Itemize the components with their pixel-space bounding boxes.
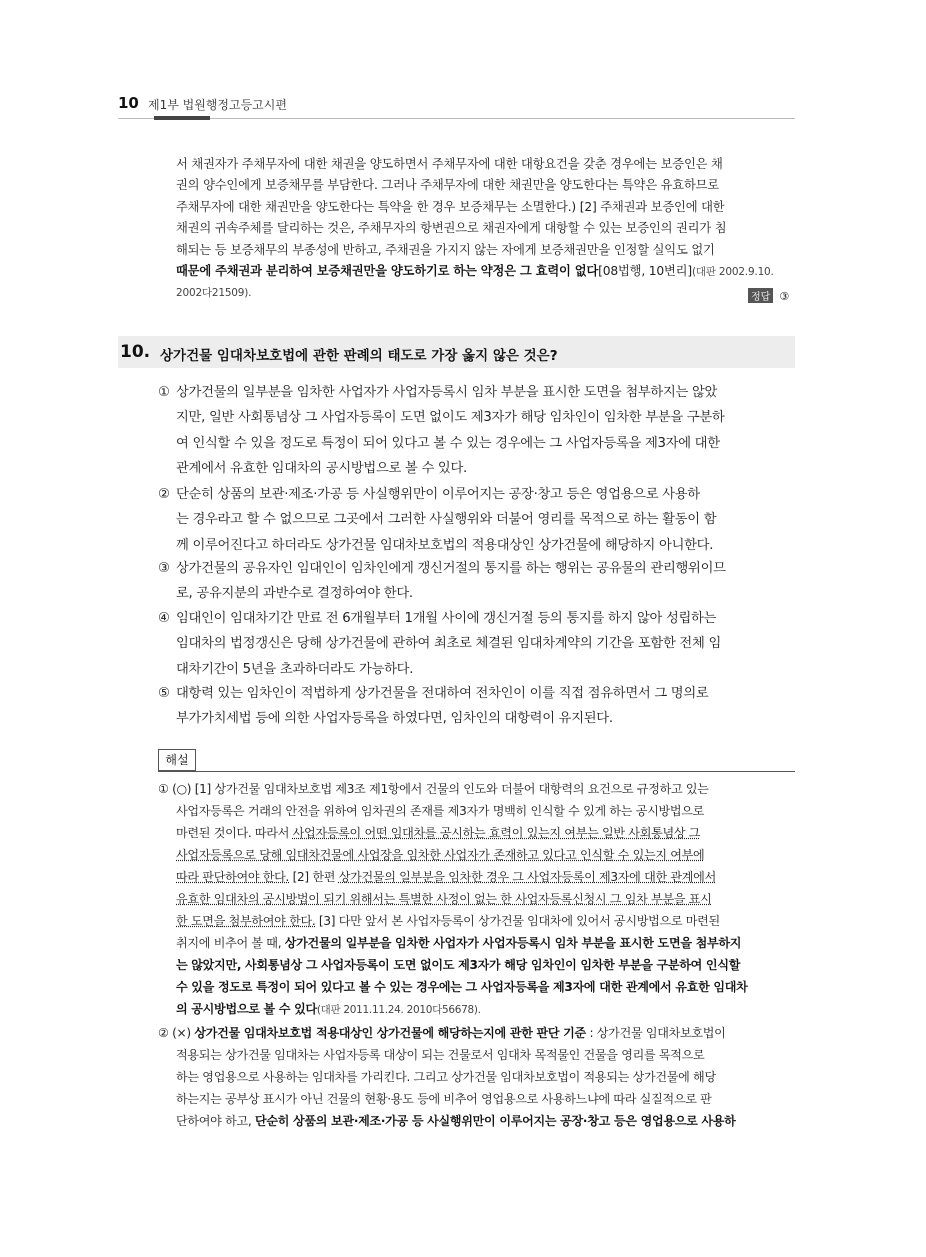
option-label: ⑤	[158, 686, 170, 701]
ex-underlined: 상가건물의 일부분을 임차한 경우 그 사업자등록이 제3자에 대한 관계에서	[338, 870, 716, 884]
question-number: 10.	[120, 342, 151, 362]
ex-bold: 상가건물 임대차보호법 적용대상인 상가건물에 해당하는지에 관한 판단 기준	[194, 1026, 586, 1040]
ex-line: ① (○) [1] 상가건물 임대차보호법 제3조 제1항에서 건물의 인도와 더불어 대항력의 요건으로 규정하고 있는	[158, 782, 709, 796]
ex-text: [3] 다만 앞서 본 사업자등록이 상가건물 임대차에 있어서 공시방법으로 마련된	[315, 914, 720, 928]
ex-text: 단하여야 하고,	[176, 1114, 255, 1128]
header-rule	[118, 118, 795, 119]
explanation-item-1	[158, 778, 798, 1021]
bold-holding: 때문에 주채권과 분리하여 보증채권만을 양도하기로 하는 약정은 그 효력이 없다	[176, 264, 599, 279]
text-line: 서 채권자가 주채무자에 대한 채권을 양도하면서 주채무자에 대한 대항요건을 갖춘 경우에는 보증인은 채	[176, 157, 723, 171]
text-line: 권의 양수인에게 보증채무를 부담한다. 그러나 주채무자에 대한 채권만을 양도한다는 특약은 유효하므로	[176, 178, 719, 193]
option-label: ②	[158, 487, 170, 502]
option-5	[158, 681, 798, 732]
ex-underlined: 사업자등록이 어떤 임대차를 공시하는 효력이 있는지 여부는 일반 사회통념상 그	[292, 826, 701, 840]
ex-line: 하는 영업용으로 사용하는 임대차를 가리킨다. 그리고 상가건물 임대차보호법이 적용되는 상가건물에 해당	[176, 1070, 716, 1084]
ex-line: 하는지는 공부상 표시가 아닌 건물의 현황·용도 등에 비추어 영업용으로 사용하느냐에 따라 실질적으로 판	[176, 1092, 712, 1106]
option-line: 께 이루어진다고 하더라도 상가건물 임대차보호법의 적용대상인 상가건물에 해당하지 아니한다.	[176, 537, 714, 553]
ex-underlined: 사업자등록으로 당해 임대차건물에 사업장을 임차한 사업자가 존재하고 있다고 인식할 수 있는지 여부에	[176, 848, 705, 862]
option-line: 단순히 상품의 보관·제조·가공 등 사실행위만이 이루어지는 공장·창고 등은 영업용으로 사용하	[176, 487, 700, 502]
option-line: 로, 공유지분의 과반수로 결정하여야 한다.	[176, 586, 413, 602]
ex-bold: 상가건물의 일부분을 임차한 사업자가 사업자등록시 임차 부분을 표시한 도면을 첨부하지	[284, 936, 742, 950]
ex-underlined: 유효한 임대차의 공시방법이 되기 위해서는 특별한 사정이 없는 한 사업자등록신청시 그 임차 부분을 표시	[176, 892, 712, 906]
header-title: 제1부 법원행정고등고시편	[148, 98, 287, 112]
page-header	[118, 92, 795, 122]
explanation-item-2	[158, 1022, 798, 1132]
option-line: 는 경우라고 할 수 없으므로 그곳에서 그러한 사실행위와 더불어 영리를 목적으로 하는 활동이 함	[176, 512, 717, 528]
ex-bold: 의 공시방법으로 볼 수 있다	[176, 1002, 317, 1016]
ex-text: ② (×)	[158, 1026, 195, 1040]
header-accent-bar	[154, 116, 210, 120]
ex-text: [2] 한편	[289, 870, 339, 884]
option-line: 상가건물의 공유자인 임대인이 임차인에게 갱신거절의 통지를 하는 행위는 공유물의 관리행위이므	[176, 561, 726, 576]
answer-indicator	[748, 288, 789, 303]
case-citation: (대판 2011.11.24. 2010다56678).	[316, 1004, 481, 1016]
option-line: 부가가치세법 등에 의한 사업자등록을 하였다면, 임차인의 대항력이 유지된다.	[176, 711, 613, 727]
ex-text: 마련된 것이다. 따라서	[176, 826, 293, 840]
case-citation: 2002다21509).	[176, 287, 252, 300]
option-line: 관계에서 유효한 임대차의 공시방법으로 볼 수 있다.	[176, 461, 467, 477]
ex-text: : 상가건물 임대차보호법이	[585, 1026, 726, 1040]
option-label: ①	[158, 385, 170, 400]
text-line: 주채무자에 대한 채권만을 양도한다는 특약을 한 경우 보증채무는 소멸한다.) [2] 주채권과 보증인에 대한	[176, 199, 725, 214]
continuation-paragraph	[176, 154, 793, 305]
page-number: 10	[118, 94, 139, 112]
text-line: 해되는 등 보증채무의 부종성에 반하고, 주채권을 가지지 않는 자에게 보증채권만을 인정할 실익도 없기	[176, 242, 715, 257]
ex-bold: 단순히 상품의 보관·제조·가공 등 사실행위만이 이루어지는 공장·창고 등은 영업용으로 사용하	[254, 1114, 736, 1128]
case-citation: (대판 2002.9.10.	[691, 266, 774, 279]
ex-line: 사업자등록은 거래의 안전을 위하여 임차권의 존재를 제3자가 명백히 인식할 수 있게 하는 공시방법으로	[176, 804, 704, 818]
ex-underlined: 따라 판단하여야 한다.	[176, 870, 290, 884]
option-line: 임대인이 임대차기간 만료 전 6개월부터 1개월 사이에 갱신거절 등의 통지를 하지 않아 성립하는	[176, 611, 717, 626]
question-text: 상가건물 임대차보호법에 관한 판례의 태도로 가장 옳지 않은 것은?	[160, 348, 558, 364]
text-line: 채권의 귀속주체를 달리하는 것은, 주채무자의 항변권으로 채권자에게 대항할 수 있는 보증인의 권리가 침	[176, 221, 727, 236]
option-3	[158, 556, 798, 607]
text-line	[176, 261, 793, 283]
ex-underlined: 한 도면을 첨부하여야 한다.	[176, 914, 316, 928]
option-label: ③	[158, 561, 170, 576]
option-2	[158, 482, 798, 558]
option-line: 상가건물의 일부분을 임차한 사업자가 사업자등록시 임차 부분을 표시한 도면을 첨부하지는 않았	[176, 385, 718, 400]
ex-text: 취지에 비추어 볼 때,	[176, 936, 285, 950]
answer-label: 정답	[748, 288, 773, 303]
ex-bold: 수 있을 정도로 특정이 되어 있다고 볼 수 있는 경우에는 그 사업자등록을 제3자에 대한 관계에서 유효한 임대차	[176, 980, 748, 994]
option-label: ④	[158, 611, 170, 626]
option-line: 지만, 일반 사회통념상 그 사업자등록이 도면 없이도 제3자가 해당 임차인이 임차한 부분을 구분하	[176, 410, 725, 426]
option-line: 여 인식할 수 있을 정도로 특정이 되어 있다고 볼 수 있는 경우에는 그 사업자등록을 제3자에 대한	[176, 435, 720, 451]
option-line: 대차기간이 5년을 초과하더라도 가능하다.	[176, 661, 414, 677]
option-line: 임대차의 법정갱신은 당해 상가건물에 관하여 최초로 체결된 임대차계약의 기간을 포함한 전체 임	[176, 636, 721, 652]
option-1	[158, 380, 798, 482]
option-line: 대항력 있는 임차인이 적법하게 상가건물을 전대하여 전차인이 이를 직접 점유하면서 그 명의로	[176, 686, 709, 701]
explanation-heading: 해설	[158, 749, 196, 771]
ex-bold: 는 않았지만, 사회통념상 그 사업자등록이 도면 없이도 제3자가 해당 임차인이 임차한 부분을 구분하여 인식할	[176, 958, 741, 972]
exam-tag: [08법행, 10변리]	[598, 264, 692, 279]
option-4	[158, 606, 798, 682]
ex-line: 적용되는 상가건물 임대차는 사업자등록 대상이 되는 건물로서 임대차 목적물인 건물을 영리를 목적으로	[176, 1048, 705, 1062]
explanation-rule	[158, 771, 795, 772]
answer-value: ③	[779, 290, 790, 303]
